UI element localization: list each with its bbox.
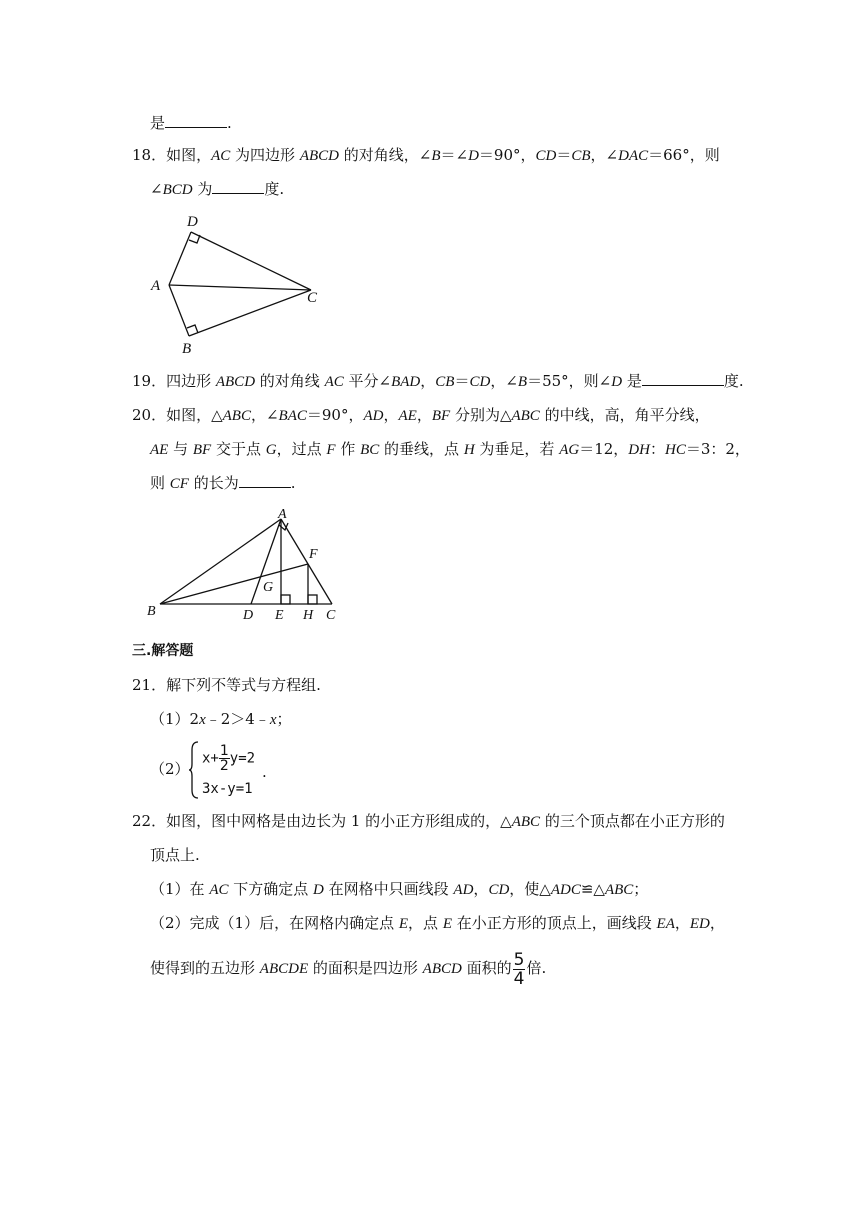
segment-ac: [169, 285, 311, 290]
text-segment: EA: [656, 916, 675, 932]
text-segment: ∠: [150, 180, 163, 198]
text-segment: AC: [209, 882, 229, 898]
text-segment: 20．如图，△: [132, 406, 223, 424]
q21-part2-label: （2）: [150, 760, 190, 778]
text-segment: BF: [431, 408, 451, 424]
text-segment: 22．如图，图中网格是由边长为 1 的小正方形组成的，△: [132, 812, 512, 830]
text-segment: ＝66°，则: [648, 146, 720, 164]
text-segment: ABCD: [422, 961, 462, 977]
text-segment: DAC: [618, 148, 649, 164]
text-segment: HC: [664, 442, 686, 458]
q20-line3: [150, 472, 296, 495]
label-e: E: [275, 608, 284, 623]
text-segment: 的垂线，点: [379, 440, 464, 458]
text-segment: ADC: [550, 882, 581, 898]
label-f: F: [309, 547, 318, 562]
label-b: B: [147, 604, 156, 619]
text-segment: 的三个顶点都在小正方形的: [540, 812, 725, 830]
text-segment: D: [313, 882, 324, 898]
text-segment: 18．如图，: [132, 146, 212, 164]
label-a: A: [278, 507, 287, 522]
text-segment: ＝: [454, 372, 470, 390]
fraction-five-quarters: [513, 951, 526, 988]
text-segment: AD: [453, 882, 474, 898]
text-segment: .: [290, 474, 296, 492]
q21-part2-end: .: [262, 763, 267, 781]
text-segment: CB: [571, 148, 591, 164]
q20-figure: [145, 505, 365, 630]
q17-tail-end: .: [227, 114, 232, 132]
label-a: A: [151, 278, 161, 294]
q22-part3: [150, 950, 546, 988]
q18-line1: [132, 144, 720, 167]
text-segment: （1）2: [150, 710, 200, 728]
text-segment: ﹣2＞4﹣: [205, 710, 270, 728]
text-segment: 19．四边形: [132, 372, 216, 390]
text-segment: ＝12，: [579, 440, 629, 458]
text-segment: F: [326, 442, 336, 458]
text-segment: 平分∠: [343, 372, 392, 390]
text-segment: AC: [324, 374, 344, 390]
text-segment: 为垂足，若: [474, 440, 560, 458]
label-g: G: [263, 580, 274, 595]
right-angle-mark-h: [308, 595, 317, 604]
segment-ac: [281, 519, 332, 604]
text-segment: 的面积是四边形: [308, 959, 423, 977]
text-segment: ABC: [511, 814, 541, 830]
text-segment: 度.: [723, 372, 744, 390]
text-segment: x+: [202, 750, 219, 767]
text-segment: ≌△: [580, 880, 605, 898]
q18-line2: [150, 178, 284, 201]
text-segment: D: [611, 374, 623, 390]
answer-blank[interactable]: [212, 179, 264, 194]
q22-part2: [150, 912, 725, 935]
text-segment: x: [199, 712, 206, 728]
segment-bc: [189, 290, 311, 336]
text-segment: D: [468, 148, 479, 164]
text-segment: BC: [360, 442, 380, 458]
text-segment: CD: [535, 148, 557, 164]
label-b: B: [182, 341, 192, 357]
q21-equation2: 3x-y=1: [202, 781, 253, 797]
fraction-half: [219, 744, 230, 773]
text-segment: E: [398, 916, 409, 932]
text-segment: 作: [335, 440, 361, 458]
text-segment: 的对角线，∠: [338, 146, 432, 164]
text-segment: ，: [473, 880, 489, 898]
text-segment: 在网格中只画线段: [323, 880, 454, 898]
text-segment: 2: [219, 758, 229, 774]
brace-icon: [188, 740, 200, 800]
text-segment: 在小正方形的顶点上，画线段: [451, 914, 657, 932]
q21-part1: [150, 708, 292, 731]
text-segment: x: [269, 712, 277, 728]
q20-line1: [132, 404, 710, 427]
text-segment: ，∠: [250, 406, 279, 424]
label-c: C: [326, 608, 336, 623]
text-segment: AE: [150, 442, 169, 458]
text-segment: B: [431, 148, 441, 164]
text-segment: 使得到的五边形: [150, 959, 260, 977]
q17-tail: [150, 112, 232, 134]
text-segment: E: [442, 916, 452, 932]
text-segment: CD: [488, 882, 510, 898]
label-d: D: [243, 608, 254, 623]
text-segment: CB: [435, 374, 455, 390]
text-segment: AE: [398, 408, 417, 424]
text-segment: 度.: [264, 180, 285, 198]
text-segment: 4: [513, 968, 525, 989]
segment-ab: [169, 285, 189, 336]
text-segment: ，过点: [276, 440, 327, 458]
text-segment: ＝: [556, 146, 572, 164]
text-segment: ：: [649, 440, 665, 458]
text-segment: ，: [420, 372, 436, 390]
label-d: D: [187, 214, 198, 230]
text-segment: 为四边形: [230, 146, 300, 164]
text-segment: ＝55°，则∠: [527, 372, 612, 390]
text-segment: ，: [709, 914, 725, 932]
segment-bf: [160, 564, 308, 604]
text-segment: BF: [192, 442, 212, 458]
text-segment: DH: [628, 442, 650, 458]
text-segment: ED: [689, 916, 710, 932]
text-segment: ABCD: [215, 374, 256, 390]
text-segment: ，: [416, 406, 432, 424]
text-segment: 分别为△: [450, 406, 512, 424]
text-segment: AD: [363, 408, 384, 424]
text-segment: G: [265, 442, 277, 458]
answer-blank[interactable]: [165, 113, 227, 128]
text-segment: ＝90°，: [478, 146, 536, 164]
text-segment: 的对角线: [255, 372, 325, 390]
segment-ad: [169, 232, 191, 285]
segment-dc: [191, 232, 311, 290]
text-segment: CF: [169, 476, 189, 492]
text-segment: ，使△: [509, 880, 551, 898]
text-segment: BAC: [278, 408, 307, 424]
text-segment: 5: [513, 949, 525, 970]
text-segment: BCD: [162, 182, 193, 198]
text-segment: BAD: [391, 374, 421, 390]
text-segment: ＝∠: [440, 146, 469, 164]
q22-line1: [132, 810, 725, 833]
text-segment: ABC: [604, 882, 634, 898]
text-segment: ，∠: [590, 146, 619, 164]
text-segment: ，: [383, 406, 399, 424]
text-segment: ＝3：2，: [685, 440, 750, 458]
text-segment: 1: [219, 743, 229, 759]
text-segment: 倍.: [526, 959, 547, 977]
text-segment: 下方确定点: [228, 880, 314, 898]
label-h: H: [303, 608, 314, 623]
q17-tail-text: 是: [150, 114, 166, 132]
q21-equation1: [202, 744, 255, 773]
text-segment: ABCDE: [259, 961, 309, 977]
right-angle-mark-e: [281, 595, 290, 604]
text-segment: ；: [276, 710, 292, 728]
text-segment: B: [517, 374, 528, 390]
text-segment: CD: [469, 374, 491, 390]
answer-blank[interactable]: [239, 473, 291, 488]
text-segment: 面积的: [461, 959, 512, 977]
label-c: C: [307, 290, 318, 306]
text-segment: ；: [633, 880, 649, 898]
text-segment: （1）在: [150, 880, 210, 898]
text-segment: 为: [192, 180, 213, 198]
text-segment: AC: [211, 148, 231, 164]
text-segment: 的长为: [188, 474, 239, 492]
q20-line2: [150, 438, 750, 461]
section-heading: 三.解答题: [132, 643, 194, 659]
text-segment: AG: [559, 442, 580, 458]
answer-blank[interactable]: [642, 371, 724, 386]
text-segment: 与: [168, 440, 193, 458]
text-segment: ，点: [408, 914, 443, 932]
q22-part1: [150, 878, 648, 901]
q19-line: [132, 370, 744, 393]
right-angle-mark-b: [187, 325, 198, 333]
q22-line2: 顶点上.: [150, 846, 200, 864]
text-segment: 的中线，高，角平分线，: [539, 406, 710, 424]
text-segment: 交于点: [211, 440, 266, 458]
text-segment: （2）完成（1）后，在网格内确定点: [150, 914, 399, 932]
text-segment: ＝90°，: [306, 406, 364, 424]
text-segment: 则: [150, 474, 170, 492]
text-segment: ABCD: [299, 148, 339, 164]
q18-figure: [145, 210, 335, 360]
text-segment: ，∠: [490, 372, 518, 390]
text-segment: ABC: [511, 408, 540, 424]
text-segment: H: [463, 442, 475, 458]
text-segment: y=2: [229, 750, 256, 767]
text-segment: ABC: [222, 408, 251, 424]
text-segment: 是: [622, 372, 642, 390]
text-segment: ，: [674, 914, 690, 932]
q21-title: 21．解下列不等式与方程组.: [132, 676, 321, 694]
